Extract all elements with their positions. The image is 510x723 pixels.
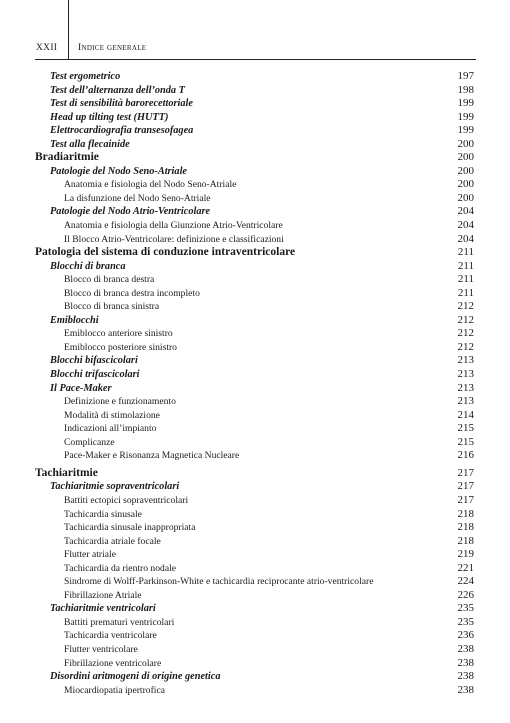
toc-section: [0, 260, 510, 274]
toc-entry-title: Anatomia e fisiologia del Nodo Seno-Atriale: [64, 179, 237, 191]
toc-chapter: [0, 246, 510, 260]
toc-entry-page: 211: [457, 246, 474, 259]
toc-entry-title: Flutter atriale: [64, 549, 116, 561]
toc-subsection: [0, 575, 510, 589]
toc-entry-page: 238: [457, 656, 474, 669]
toc-entry-page: 217: [457, 480, 474, 493]
toc-entry-title: Test alla flecainide: [50, 138, 130, 150]
toc-entry-title: Bradiaritmie: [35, 151, 99, 164]
toc-subsection: [0, 341, 510, 355]
toc-entry-title: Tachiaritmie ventricolari: [50, 603, 156, 615]
toc-subsection: [0, 521, 510, 535]
toc-subsection: [0, 422, 510, 436]
toc-entry-title: Fibrillazione Atriale: [64, 589, 142, 601]
toc-section: [0, 368, 510, 382]
toc-subsection: [0, 409, 510, 423]
toc-subsection: [0, 643, 510, 657]
header-vertical-rule: [68, 0, 69, 60]
table-of-contents: [0, 70, 510, 697]
toc-entry-title: Tachicardia sinusale inappropriata: [64, 522, 196, 534]
toc-entry-title: Sindrome di Wolff-Parkinson-White e tachicardia reciprocante atrio-ventricolare: [64, 576, 374, 588]
toc-entry-page: 221: [457, 561, 474, 574]
toc-entry-title: Disordini aritmogeni di origine genetica: [50, 671, 221, 683]
toc-entry-title: Blocchi trifascicolari: [50, 369, 140, 381]
toc-chapter: [0, 151, 510, 165]
toc-entry-title: Test di sensibilità barorecettoriale: [50, 98, 193, 110]
toc-subsection: [0, 327, 510, 341]
toc-entry-page: 235: [457, 602, 474, 615]
toc-entry-title: Emiblocchi: [50, 314, 99, 326]
toc-entry-page: 212: [457, 313, 474, 326]
toc-entry-page: 218: [457, 507, 474, 520]
toc-entry-page: 200: [457, 151, 474, 164]
toc-entry-page: 200: [457, 191, 474, 204]
toc-entry-title: Tachicardia atriale focale: [64, 535, 161, 547]
toc-entry-page: 211: [457, 273, 474, 286]
toc-entry-title: Blocco di branca destra: [64, 274, 155, 286]
toc-entry-page: 204: [457, 232, 474, 245]
toc-subsection: [0, 178, 510, 192]
toc-entry-page: 213: [457, 395, 474, 408]
toc-entry-title: Battiti ectopici sopraventricolari: [64, 494, 189, 506]
toc-entry-title: Blocchi bifascicolari: [50, 355, 138, 367]
toc-section: [0, 354, 510, 368]
toc-entry-title: Emiblocco posteriore sinistro: [64, 341, 177, 353]
toc-entry-title: Blocco di branca sinistra: [64, 301, 160, 313]
toc-entry-page: 213: [457, 354, 474, 367]
toc-entry-page: 238: [457, 670, 474, 683]
toc-subsection: [0, 494, 510, 508]
toc-entry-page: 197: [457, 70, 474, 82]
toc-entry-title: Anatomia e fisiologia della Giunzione Atrio-Ventricolare: [64, 220, 283, 232]
toc-section: [0, 480, 510, 494]
toc-entry-page: 238: [457, 642, 474, 655]
toc-entry-page: 213: [457, 368, 474, 381]
toc-entry-page: 213: [457, 381, 474, 394]
toc-entry-page: 211: [457, 259, 474, 272]
toc-subsection: [0, 436, 510, 450]
header-horizontal-rule: [35, 59, 476, 60]
toc-entry-page: 200: [457, 137, 474, 150]
toc-subsection: [0, 616, 510, 630]
toc-entry-title: Tachicardia ventricolare: [64, 630, 157, 642]
toc-subsection: [0, 548, 510, 562]
toc-entry-title: Patologia del sistema di conduzione intraventricolare: [35, 246, 296, 259]
toc-section: [0, 84, 510, 98]
toc-entry-page: 199: [457, 124, 474, 137]
toc-subsection: [0, 287, 510, 301]
toc-entry-page: 211: [457, 286, 474, 299]
toc-entry-page: 212: [457, 300, 474, 313]
toc-entry-page: 215: [457, 422, 474, 435]
toc-entry-page: 217: [457, 466, 474, 479]
toc-section: [0, 602, 510, 616]
page-number: XXII: [36, 43, 58, 53]
toc-entry-title: Miocardiopatia ipertrofica: [64, 684, 165, 696]
toc-entry-page: 204: [457, 205, 474, 218]
toc-entry-title: Blocchi di branca: [50, 260, 126, 272]
toc-entry-page: 218: [457, 521, 474, 534]
toc-entry-title: Definizione e funzionamento: [64, 396, 176, 408]
toc-entry-page: 199: [457, 97, 474, 110]
toc-entry-title: Il Pace-Maker: [50, 382, 112, 394]
toc-entry-page: 219: [457, 548, 474, 561]
toc-entry-title: Il Blocco Atrio-Ventricolare: definizione e classificazioni: [64, 233, 284, 245]
toc-entry-title: Tachiaritmie sopraventricolari: [50, 481, 180, 493]
toc-subsection: [0, 300, 510, 314]
toc-entry-title: Test dell’alternanza dell’onda T: [50, 84, 185, 96]
toc-entry-title: Tachiaritmie: [35, 466, 98, 479]
toc-entry-page: 218: [457, 534, 474, 547]
toc-entry-page: 199: [457, 110, 474, 123]
toc-section: [0, 165, 510, 179]
toc-section: [0, 111, 510, 125]
toc-entry-title: Tachicardia da rientro nodale: [64, 562, 176, 574]
toc-subsection: [0, 192, 510, 206]
toc-entry-title: Pace-Maker e Risonanza Magnetica Nucleare: [64, 450, 240, 462]
toc-subsection: [0, 629, 510, 643]
toc-entry-title: Complicanze: [64, 436, 115, 448]
toc-subsection: [0, 535, 510, 549]
toc-entry-title: Tachicardia sinusale: [64, 508, 142, 520]
toc-entry-page: 226: [457, 588, 474, 601]
toc-entry-page: 198: [457, 83, 474, 96]
toc-entry-page: 224: [457, 575, 474, 588]
toc-entry-page: 200: [457, 164, 474, 177]
toc-entry-title: Head up tilting test (HUTT): [50, 111, 169, 123]
toc-subsection: [0, 233, 510, 247]
toc-subsection: [0, 508, 510, 522]
toc-entry-page: 215: [457, 435, 474, 448]
toc-section: [0, 314, 510, 328]
toc-subsection: [0, 219, 510, 233]
toc-entry-page: 212: [457, 327, 474, 340]
toc-entry-title: Indicazioni all’impianto: [64, 423, 157, 435]
toc-entry-page: 200: [457, 178, 474, 191]
toc-section: [0, 205, 510, 219]
toc-subsection: [0, 273, 510, 287]
toc-subsection: [0, 562, 510, 576]
toc-subsection: [0, 395, 510, 409]
toc-entry-page: 216: [457, 449, 474, 462]
toc-entry-page: 236: [457, 629, 474, 642]
toc-entry-page: 235: [457, 615, 474, 628]
toc-entry-title: Elettrocardiografia transesofagea: [50, 125, 194, 137]
toc-entry-title: Patologie del Nodo Seno-Atriale: [50, 165, 187, 177]
toc-chapter: [0, 467, 510, 481]
toc-entry-page: 204: [457, 219, 474, 232]
toc-entry-title: Emiblocco anteriore sinistro: [64, 328, 173, 340]
toc-entry-title: La disfunzione del Nodo Seno-Atriale: [64, 192, 211, 204]
section-title: Indice generale: [78, 43, 147, 53]
toc-subsection: [0, 684, 510, 698]
toc-section: [0, 670, 510, 684]
toc-entry-title: Fibrillazione ventricolare: [64, 657, 162, 669]
toc-entry-page: 214: [457, 408, 474, 421]
toc-subsection: [0, 449, 510, 463]
toc-entry-title: Patologie del Nodo Atrio-Ventricolare: [50, 206, 211, 218]
toc-section: [0, 382, 510, 396]
toc-section: [0, 124, 510, 138]
toc-entry-page: 217: [457, 493, 474, 506]
toc-section: [0, 138, 510, 152]
toc-section: [0, 70, 510, 84]
toc-subsection: [0, 657, 510, 671]
toc-section: [0, 97, 510, 111]
toc-entry-title: Battiti prematuri ventricolari: [64, 616, 175, 628]
toc-entry-title: Flutter ventricolare: [64, 643, 138, 655]
toc-entry-title: Test ergometrico: [50, 71, 121, 82]
toc-entry-title: Modalità di stimolazione: [64, 409, 160, 421]
toc-entry-page: 212: [457, 340, 474, 353]
toc-subsection: [0, 589, 510, 603]
toc-entry-page: 238: [457, 683, 474, 696]
toc-entry-title: Blocco di branca destra incompleto: [64, 287, 200, 299]
